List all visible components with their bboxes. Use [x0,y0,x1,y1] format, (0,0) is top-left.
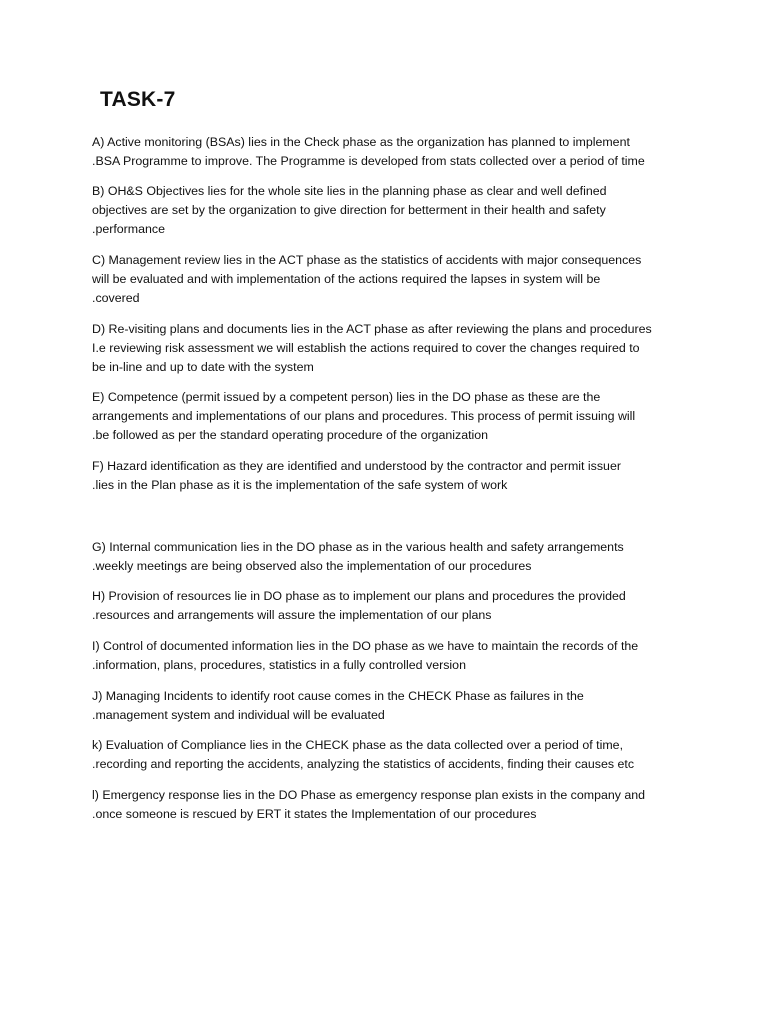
paragraph-line: H) Provision of resources lie in DO phase as to implement our plans and procedures the provided [92,589,626,603]
paragraph-line: be in-line and up to date with the system [92,360,314,375]
paragraph-line: .covered [92,291,140,306]
paragraph-line: .be followed as per the standard operating procedure of the organization [92,428,489,443]
paragraph-f [92,457,692,495]
paragraph-c [92,251,692,309]
paragraph-line: .lies in the Plan phase as it is the implementation of the safe system of work [92,478,508,493]
page-title: TASK-7 [100,88,176,111]
paragraph-line: F) Hazard identification as they are identified and understood by the contractor and permit issuer [92,459,621,473]
paragraph-line: J) Managing Incidents to identify root cause comes in the CHECK Phase as failures in the [92,689,584,703]
paragraph-line: .recording and reporting the accidents, analyzing the statistics of accidents, finding their causes etc [92,757,635,772]
paragraph-line: I.e reviewing risk assessment we will establish the actions required to cover the changes required to [92,341,640,356]
paragraph-a [92,133,692,171]
paragraph-k [92,736,692,774]
paragraph-i [92,637,692,675]
paragraph-line: I) Control of documented information lies in the DO phase as we have to maintain the records of the [92,639,639,653]
paragraph-line: .weekly meetings are being observed also the implementation of our procedures [92,559,532,574]
paragraph-l [92,786,692,824]
paragraph-line: D) Re-visiting plans and documents lies in the ACT phase as after reviewing the plans and procedures [92,322,652,336]
paragraph-g [92,538,692,576]
paragraph-line: E) Competence (permit issued by a competent person) lies in the DO phase as these are the [92,390,601,404]
paragraph-line: .information, plans, procedures, statistics in a fully controlled version [92,658,466,673]
paragraph-d [92,320,692,378]
paragraph-line: .BSA Programme to improve. The Programme is developed from stats collected over a period of time [92,154,645,169]
paragraph-line: .resources and arrangements will assure the implementation of our plans [92,608,492,623]
paragraph-line: will be evaluated and with implementation of the actions required the lapses in system will be [92,272,601,287]
paragraph-line: .once someone is rescued by ERT it states the Implementation of our procedures [92,807,537,822]
paragraph-h [92,587,692,625]
paragraph-line: objectives are set by the organization to give direction for betterment in their health and safety [92,203,606,218]
paragraph-line: B) OH&S Objectives lies for the whole site lies in the planning phase as clear and well defined [92,184,607,198]
paragraph-line: A) Active monitoring (BSAs) lies in the Check phase as the organization has planned to implement [92,135,630,149]
paragraph-line: k) Evaluation of Compliance lies in the CHECK phase as the data collected over a period of time, [92,738,624,752]
paragraph-j [92,687,692,725]
paragraph-line: .management system and individual will be evaluated [92,708,385,723]
paragraph-e [92,388,692,446]
paragraph-b [92,182,692,240]
paragraph-line: .performance [92,222,166,237]
paragraph-line: C) Management review lies in the ACT phase as the statistics of accidents with major consequences [92,253,642,267]
paragraph-line: l) Emergency response lies in the DO Phase as emergency response plan exists in the company and [92,788,646,802]
paragraph-line: G) Internal communication lies in the DO phase as in the various health and safety arrangements [92,540,624,554]
paragraph-line: arrangements and implementations of our plans and procedures. This process of permit issuing will [92,409,636,424]
